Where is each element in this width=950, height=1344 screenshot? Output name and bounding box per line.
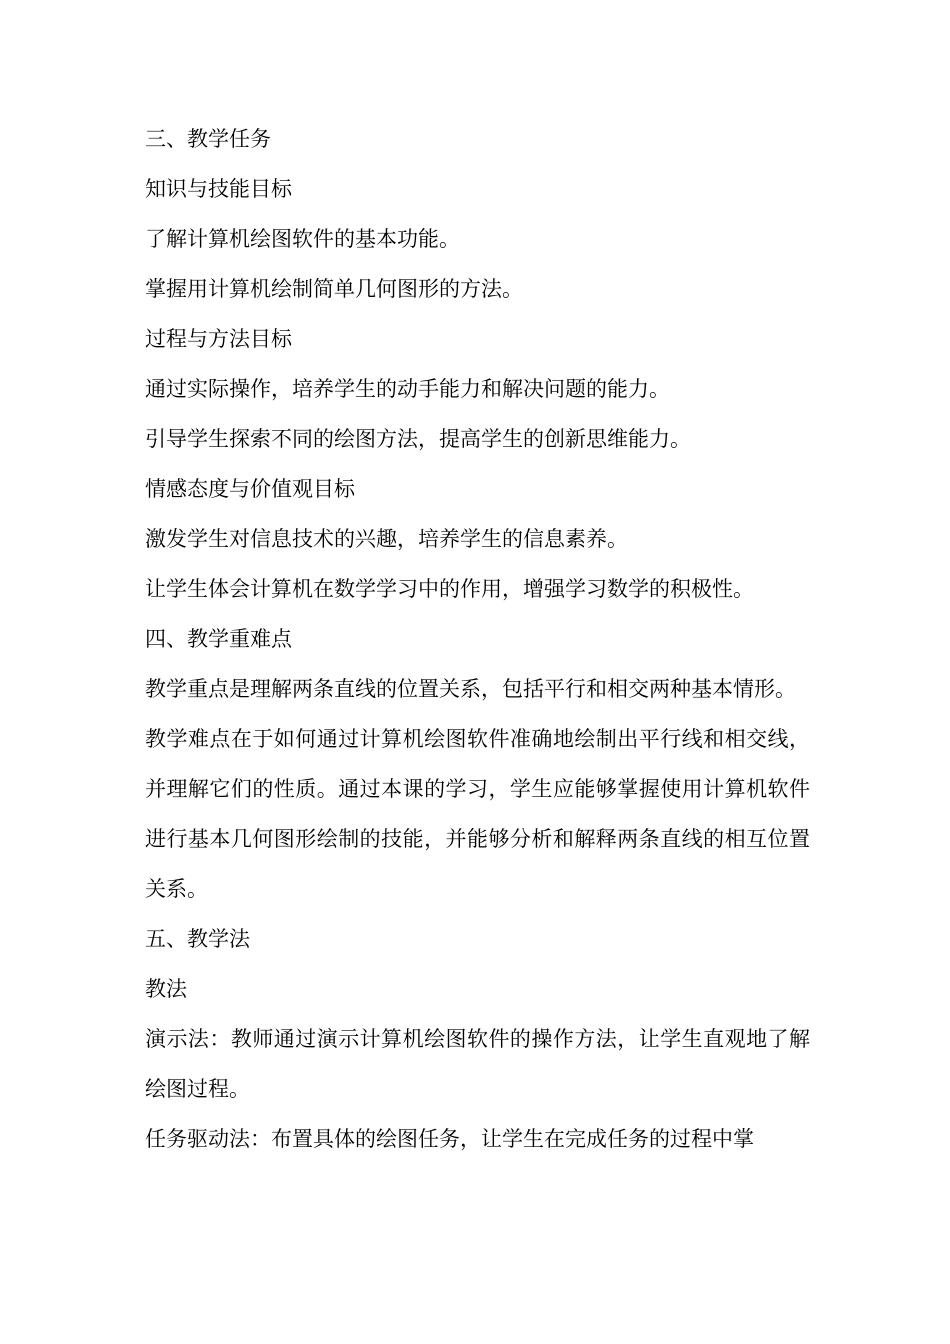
section-heading-key-difficult-points: 四、教学重难点 <box>145 627 292 651</box>
paragraph: 任务驱动法：布置具体的绘图任务，让学生在完成任务的过程中掌 <box>145 1127 754 1151</box>
document-body <box>145 114 810 1164</box>
paragraph: 让学生体会计算机在数学学习中的作用，增强学习数学的积极性。 <box>145 577 754 601</box>
paragraph: 引导学生探索不同的绘图方法，提高学生的创新思维能力。 <box>145 427 691 451</box>
paragraph: 了解计算机绘图软件的基本功能。 <box>145 227 460 251</box>
paragraph: 教学重点是理解两条直线的位置关系，包括平行和相交两种基本情形。 <box>145 677 796 701</box>
paragraph: 演示法：教师通过演示计算机绘图软件的操作方法，让学生直观地了解绘图过程。 <box>145 1027 810 1101</box>
paragraph: 教学难点在于如何通过计算机绘图软件准确地绘制出平行线和相交线，并理解它们的性质。通过本课的学习，学生应能够掌握使用计算机软件进行基本几何图形绘制的技能，并能够分析和解释两条直线的相互位置关系。 <box>145 727 810 901</box>
subheading-emotion-values: 情感态度与价值观目标 <box>145 477 355 501</box>
paragraph: 激发学生对信息技术的兴趣，培养学生的信息素养。 <box>145 527 628 551</box>
subheading-process-methods: 过程与方法目标 <box>145 327 292 351</box>
section-heading-teaching-methods: 五、教学法 <box>145 927 250 951</box>
paragraph: 通过实际操作，培养学生的动手能力和解决问题的能力。 <box>145 377 670 401</box>
paragraph: 掌握用计算机绘制简单几何图形的方法。 <box>145 277 523 301</box>
subheading-knowledge-skills: 知识与技能目标 <box>145 177 292 201</box>
section-heading-teaching-tasks: 三、教学任务 <box>145 127 271 151</box>
subheading-teaching-approach: 教法 <box>145 977 187 1001</box>
